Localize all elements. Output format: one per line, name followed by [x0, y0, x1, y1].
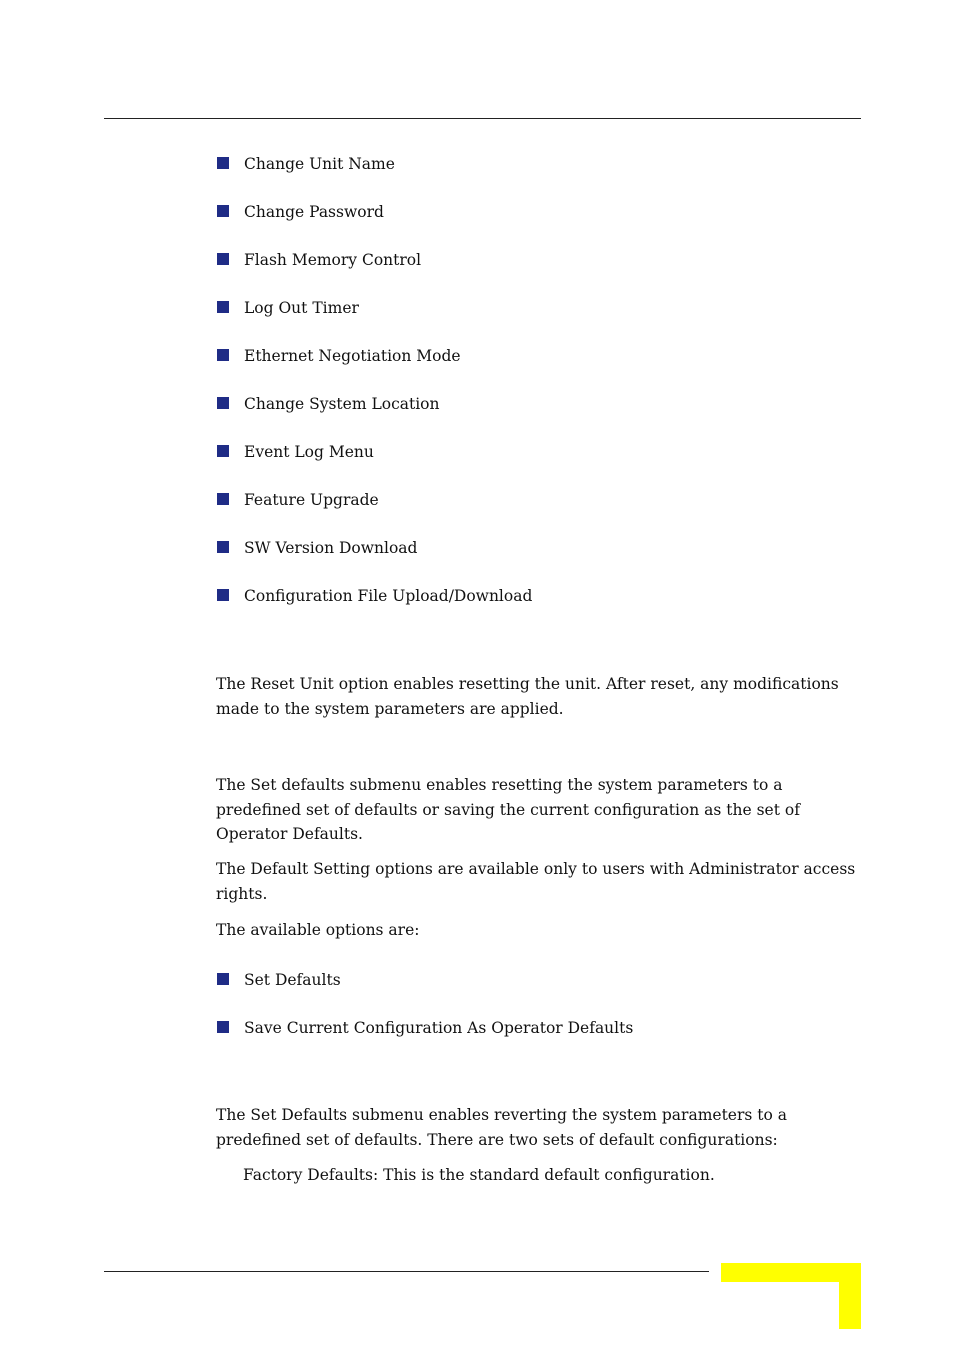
list-item [216, 394, 532, 442]
square-bullet-icon [217, 205, 229, 217]
list-item [216, 346, 532, 394]
list-item [216, 202, 532, 250]
square-bullet-icon [217, 349, 229, 361]
square-bullet-icon [217, 589, 229, 601]
list-item-label: Save Current Configuration As Operator Defaults [244, 1019, 634, 1037]
list-item-label: Change Password [244, 203, 384, 221]
list-item-label: Flash Memory Control [244, 251, 422, 269]
administrator-access-paragraph: The Default Setting options are available only to users with Administrator access rights. [216, 860, 856, 903]
default-options-list [216, 970, 633, 1066]
list-item-label: Change System Location [244, 395, 440, 413]
list-item [216, 442, 532, 490]
set-defaults-detail-paragraph: The Set Defaults submenu enables reverting the system parameters to a predefined set of defaults. There are two sets of default configurations: [216, 1106, 787, 1149]
square-bullet-icon [217, 253, 229, 265]
page-corner-tab [721, 1263, 861, 1329]
square-bullet-icon [217, 1021, 229, 1033]
list-item-label: Event Log Menu [244, 443, 374, 461]
list-item [216, 1018, 633, 1066]
square-bullet-icon [217, 301, 229, 313]
list-item [216, 298, 532, 346]
list-item-label: Log Out Timer [244, 299, 359, 317]
set-defaults-intro-paragraph: The Set defaults submenu enables resetting the system parameters to a predefined set of defaults or saving the current configuration as the set of Operator Defaults. [216, 776, 800, 843]
list-item [216, 586, 532, 634]
header-rule [104, 118, 861, 119]
square-bullet-icon [217, 973, 229, 985]
square-bullet-icon [217, 397, 229, 409]
footer-rule [104, 1271, 709, 1272]
list-item-label: SW Version Download [244, 539, 418, 557]
square-bullet-icon [217, 445, 229, 457]
list-item [216, 154, 532, 202]
list-item [216, 970, 633, 1018]
reset-unit-paragraph: The Reset Unit option enables resetting the unit. After reset, any modifications made to the system parameters are applied. [216, 675, 839, 718]
square-bullet-icon [217, 157, 229, 169]
corner-tab-vertical-bar [839, 1263, 861, 1329]
list-item [216, 538, 532, 586]
menu-options-list [216, 154, 532, 634]
list-item-label: Feature Upgrade [244, 491, 379, 509]
list-item-label: Set Defaults [244, 971, 341, 989]
square-bullet-icon [217, 493, 229, 505]
list-item-label: Configuration File Upload/Download [244, 587, 533, 605]
factory-defaults-item: Factory Defaults: This is the standard default configuration. [243, 1166, 715, 1184]
list-item [216, 250, 532, 298]
list-item-label: Ethernet Negotiation Mode [244, 347, 461, 365]
list-item [216, 490, 532, 538]
square-bullet-icon [217, 541, 229, 553]
available-options-paragraph: The available options are: [216, 921, 420, 939]
list-item-label: Change Unit Name [244, 155, 395, 173]
